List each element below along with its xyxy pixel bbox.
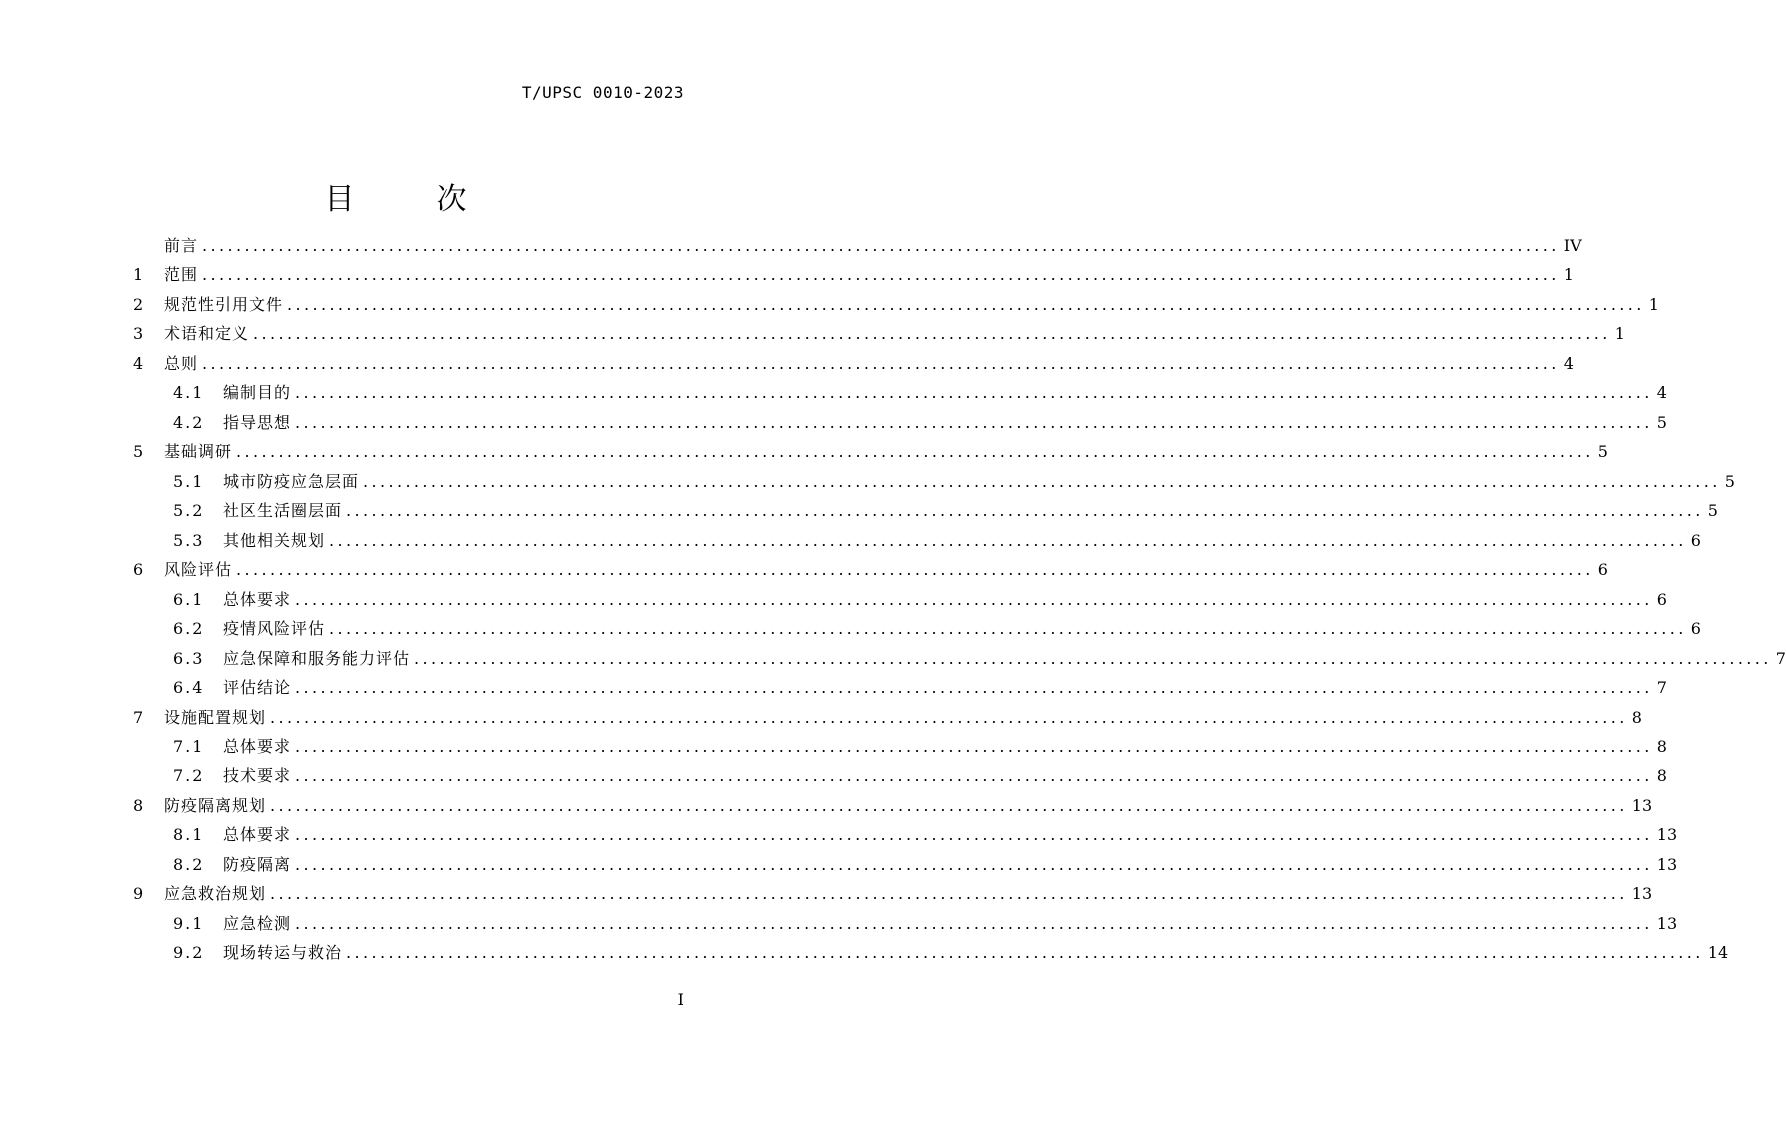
toc-entry-label: 防疫隔离 [223, 854, 292, 874]
toc-entry-label: 技术要求 [223, 766, 292, 786]
toc-leader-dots: ................................................................................................................................................................ [295, 766, 1653, 786]
toc-entry-label: 风险评估 [164, 560, 233, 580]
toc-entry-label: 设施配置规划 [164, 707, 267, 727]
toc-entry-page: 5 [1597, 442, 1608, 462]
toc-entry[interactable] [133, 791, 1653, 820]
toc-entry-label: 总体要求 [223, 736, 292, 756]
toc-entry-page: 5 [1656, 412, 1667, 432]
toc-entry-label: 编制目的 [223, 383, 292, 403]
toc-entry-number: 8.2 [173, 854, 205, 874]
toc-entry-number: 9.2 [173, 943, 205, 963]
toc-entry-label: 指导思想 [223, 412, 292, 432]
toc-entry-page: 8 [1656, 736, 1667, 756]
toc-leader-dots: ................................................................................................................................................................ [270, 884, 1628, 904]
toc-entry-label: 前言 [164, 236, 199, 255]
toc-entry-number: 2 [133, 294, 144, 314]
toc-entry-page: 1 [1563, 265, 1574, 285]
page-title: 目 次 [324, 182, 493, 217]
toc-entry-page: 5 [1707, 501, 1718, 521]
toc-leader-dots: ................................................................................................................................................................ [295, 854, 1653, 874]
toc-leader-dots: ................................................................................................................................................................ [202, 236, 1560, 255]
toc-entry-page: 4 [1656, 383, 1667, 403]
toc-entry-label: 总体要求 [223, 589, 292, 609]
document-code: T/UPSC 0010-2023 [521, 83, 684, 102]
toc-leader-dots: ................................................................................................................................................................ [295, 678, 1653, 698]
toc-leader-dots: ................................................................................................................................................................ [363, 471, 1721, 491]
toc-entry[interactable] [133, 437, 1608, 466]
toc-entry-number: 9 [133, 884, 144, 904]
toc-leader-dots: ................................................................................................................................................................ [329, 619, 1687, 639]
toc-entry-number: 6.4 [173, 678, 205, 698]
toc-entry[interactable] [133, 673, 1667, 702]
toc-entry[interactable] [133, 703, 1642, 732]
toc-entry[interactable] [133, 644, 1786, 673]
toc-entry-label: 城市防疫应急层面 [223, 471, 360, 491]
toc-entry-label: 应急救治规划 [164, 884, 267, 904]
toc-entry-page: 7 [1656, 678, 1667, 698]
toc-entry[interactable] [133, 732, 1667, 761]
toc-leader-dots: ................................................................................................................................................................ [202, 353, 1560, 373]
toc-entry[interactable] [133, 938, 1729, 967]
toc-entry-number: 7.1 [173, 736, 205, 756]
toc-entry[interactable] [133, 614, 1701, 643]
toc-leader-dots: ................................................................................................................................................................ [236, 442, 1594, 462]
toc-entry-page: 8 [1656, 766, 1667, 786]
toc-entry[interactable] [133, 496, 1718, 525]
toc-leader-dots: ................................................................................................................................................................ [329, 530, 1687, 550]
toc-leader-dots: ................................................................................................................................................................ [270, 795, 1628, 815]
toc-entry[interactable] [133, 260, 1574, 289]
toc-entry-label: 疫情风险评估 [223, 619, 326, 639]
toc-entry-page: 6 [1656, 589, 1667, 609]
toc-entry-page: 6 [1690, 619, 1701, 639]
toc-entry-number: 6.1 [173, 589, 205, 609]
toc-entry-page: IV [1563, 236, 1582, 255]
toc-entry[interactable] [133, 349, 1574, 378]
toc-entry[interactable] [133, 408, 1667, 437]
toc-entry-number: 5.3 [173, 530, 205, 550]
toc-entry-label: 社区生活圈层面 [223, 501, 343, 521]
toc-leader-dots: ................................................................................................................................................................ [287, 294, 1645, 314]
toc-entry-number: 1 [133, 265, 144, 285]
toc-entry-page: 4 [1563, 353, 1574, 373]
toc-entry-label: 现场转运与救治 [223, 943, 343, 963]
toc-entry-number: 4 [133, 353, 144, 373]
toc-entry-page: 8 [1631, 707, 1642, 727]
toc-entry-number: 6.2 [173, 619, 205, 639]
toc-entry-label: 防疫隔离规划 [164, 795, 267, 815]
toc-entry-page: 13 [1631, 795, 1653, 815]
toc-entry-page: 14 [1707, 943, 1729, 963]
toc-leader-dots: ................................................................................................................................................................ [295, 825, 1653, 845]
toc-entry-number: 7.2 [173, 766, 205, 786]
toc-entry[interactable] [133, 850, 1678, 879]
toc-entry-page: 13 [1656, 825, 1678, 845]
toc-leader-dots: ................................................................................................................................................................ [270, 707, 1628, 727]
toc-entry-label: 应急检测 [223, 913, 292, 933]
toc-leader-dots: ................................................................................................................................................................ [414, 648, 1772, 668]
toc-entry-label: 其他相关规划 [223, 530, 326, 550]
toc-entry[interactable] [133, 820, 1678, 849]
toc-entry-page: 1 [1648, 294, 1659, 314]
toc-entry-page: 1 [1614, 324, 1625, 344]
toc-leader-dots: ................................................................................................................................................................ [295, 589, 1653, 609]
toc-entry-page: 13 [1631, 884, 1653, 904]
toc-entry-page: 13 [1656, 913, 1678, 933]
toc-entry-number: 5 [133, 442, 144, 462]
toc-entry-label: 范围 [164, 265, 199, 285]
toc-entry[interactable] [133, 231, 1582, 260]
toc-entry-label: 应急保障和服务能力评估 [223, 648, 411, 668]
toc-entry[interactable] [133, 555, 1608, 584]
table-of-contents [133, 231, 1786, 968]
toc-entry-page: 6 [1597, 560, 1608, 580]
toc-entry-page: 6 [1690, 530, 1701, 550]
toc-entry[interactable] [133, 585, 1667, 614]
toc-entry[interactable] [133, 879, 1653, 908]
page-number: I [677, 990, 684, 1009]
toc-entry[interactable] [133, 526, 1701, 555]
toc-entry-number: 8 [133, 795, 144, 815]
toc-leader-dots: ................................................................................................................................................................ [202, 265, 1560, 285]
toc-entry-number: 3 [133, 324, 144, 344]
toc-entry-label: 规范性引用文件 [164, 294, 284, 314]
toc-entry-label: 评估结论 [223, 678, 292, 698]
toc-entry-page: 5 [1724, 471, 1735, 491]
toc-entry-page: 13 [1656, 854, 1678, 874]
toc-leader-dots: ................................................................................................................................................................ [295, 913, 1653, 933]
toc-entry-number: 9.1 [173, 913, 205, 933]
toc-entry-number: 5.2 [173, 501, 205, 521]
toc-entry-number: 4.1 [173, 383, 205, 403]
toc-entry[interactable] [133, 467, 1735, 496]
toc-entry[interactable] [133, 909, 1678, 938]
toc-entry[interactable] [133, 319, 1625, 348]
toc-entry-number: 6.3 [173, 648, 205, 668]
toc-entry-number: 8.1 [173, 825, 205, 845]
toc-entry-number: 5.1 [173, 471, 205, 491]
toc-entry-label: 总则 [164, 353, 199, 373]
toc-leader-dots: ................................................................................................................................................................ [295, 383, 1653, 403]
toc-entry[interactable] [133, 290, 1659, 319]
toc-leader-dots: ................................................................................................................................................................ [346, 943, 1704, 963]
toc-leader-dots: ................................................................................................................................................................ [346, 501, 1704, 521]
toc-entry-label: 总体要求 [223, 825, 292, 845]
toc-leader-dots: ................................................................................................................................................................ [236, 560, 1594, 580]
toc-entry-label: 基础调研 [164, 442, 233, 462]
toc-entry-number: 7 [133, 707, 144, 727]
toc-leader-dots: ................................................................................................................................................................ [253, 324, 1611, 344]
toc-leader-dots: ................................................................................................................................................................ [295, 412, 1653, 432]
toc-entry-number: 6 [133, 560, 144, 580]
toc-entry-label: 术语和定义 [164, 324, 250, 344]
toc-entry-number: 4.2 [173, 412, 205, 432]
toc-entry[interactable] [133, 378, 1667, 407]
toc-entry[interactable] [133, 761, 1667, 790]
toc-leader-dots: ................................................................................................................................................................ [295, 736, 1653, 756]
toc-entry-page: 7 [1775, 648, 1786, 668]
